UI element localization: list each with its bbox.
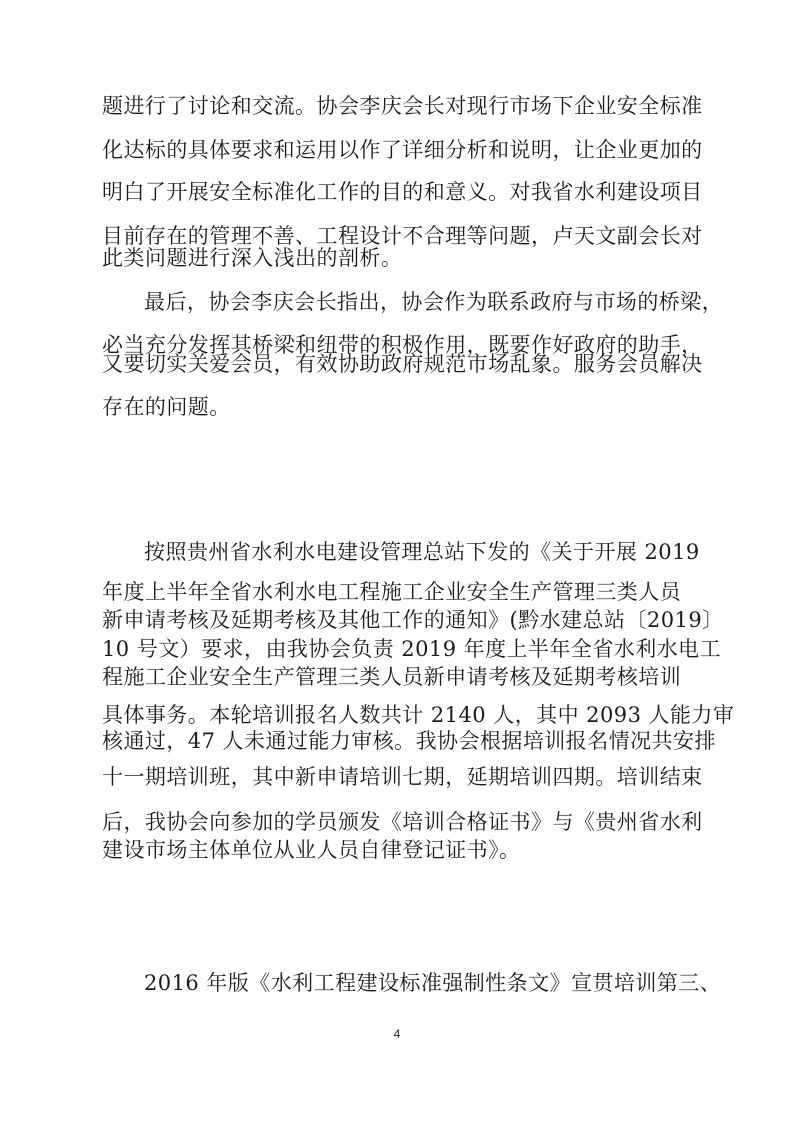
paragraph-1-line-5: 此类问题进行深入浅出的剖析。 [102,246,403,270]
paragraph-3-line-8: 十一期培训班，其中新申请培训七期，延期培训四期。培训结束 [102,765,703,789]
paragraph-4-line-1: 2016 年版《水利工程建设标准强制性条文》宣贯培训第三、 [144,971,722,995]
paragraph-1-line-4: 目前存在的管理不善、工程设计不合理等问题，卢天文副会长对 [102,224,703,248]
page-number: 4 [393,1027,401,1041]
paragraph-3-line-1: 按照贵州省水利水电建设管理总站下发的《关于开展 2019 [144,540,700,564]
paragraph-3-line-7: 核通过，47 人未通过能力审核。我协会根据培训报名情况共安排 [102,729,716,753]
paragraph-1-line-3: 明白了开展安全标准化工作的目的和意义。对我省水利建设项目 [102,180,703,204]
paragraph-3-line-5: 程施工企业安全生产管理三类人员新申请考核及延期考核培训 [102,665,682,689]
paragraph-3-line-9: 后，我协会向参加的学员颁发《培训合格证书》与《贵州省水利 [102,810,703,834]
paragraph-2-line-2: 必当充分发挥其桥梁和纽带的积极作用，既要作好政府的助手， [102,333,703,357]
paragraph-1-line-1: 题进行了讨论和交流。协会李庆会长对现行市场下企业安全标准 [102,94,703,118]
paragraph-1-line-2: 化达标的具体要求和运用以作了详细分析和说明，让企业更加的 [102,138,703,162]
paragraph-2-line-4: 存在的问题。 [102,395,231,419]
paragraph-3-line-2: 年度上半年全省水利水电工程施工企业安全生产管理三类人员 [102,580,682,604]
paragraph-3-line-4: 10 号文）要求，由我协会负责 2019 年度上半年全省水利水电工 [102,637,722,661]
paragraph-2-line-3: 又要切实关爱会员，有效协助政府规范市场乱象。服务会员解决 [102,352,703,376]
paragraph-2-line-1: 最后，协会李庆会长指出，协会作为联系政府与市场的桥梁， [144,290,724,314]
paragraph-3-line-10: 建设市场主体单位从业人员自律登记证书》。 [102,838,521,862]
paragraph-3-line-3: 新申请考核及延期考核及其他工作的通知》(黔水建总站〔2019〕 [102,608,724,632]
paragraph-3-line-6: 具体事务。本轮培训报名人数共计 2140 人，其中 2093 人能力审 [102,703,735,727]
